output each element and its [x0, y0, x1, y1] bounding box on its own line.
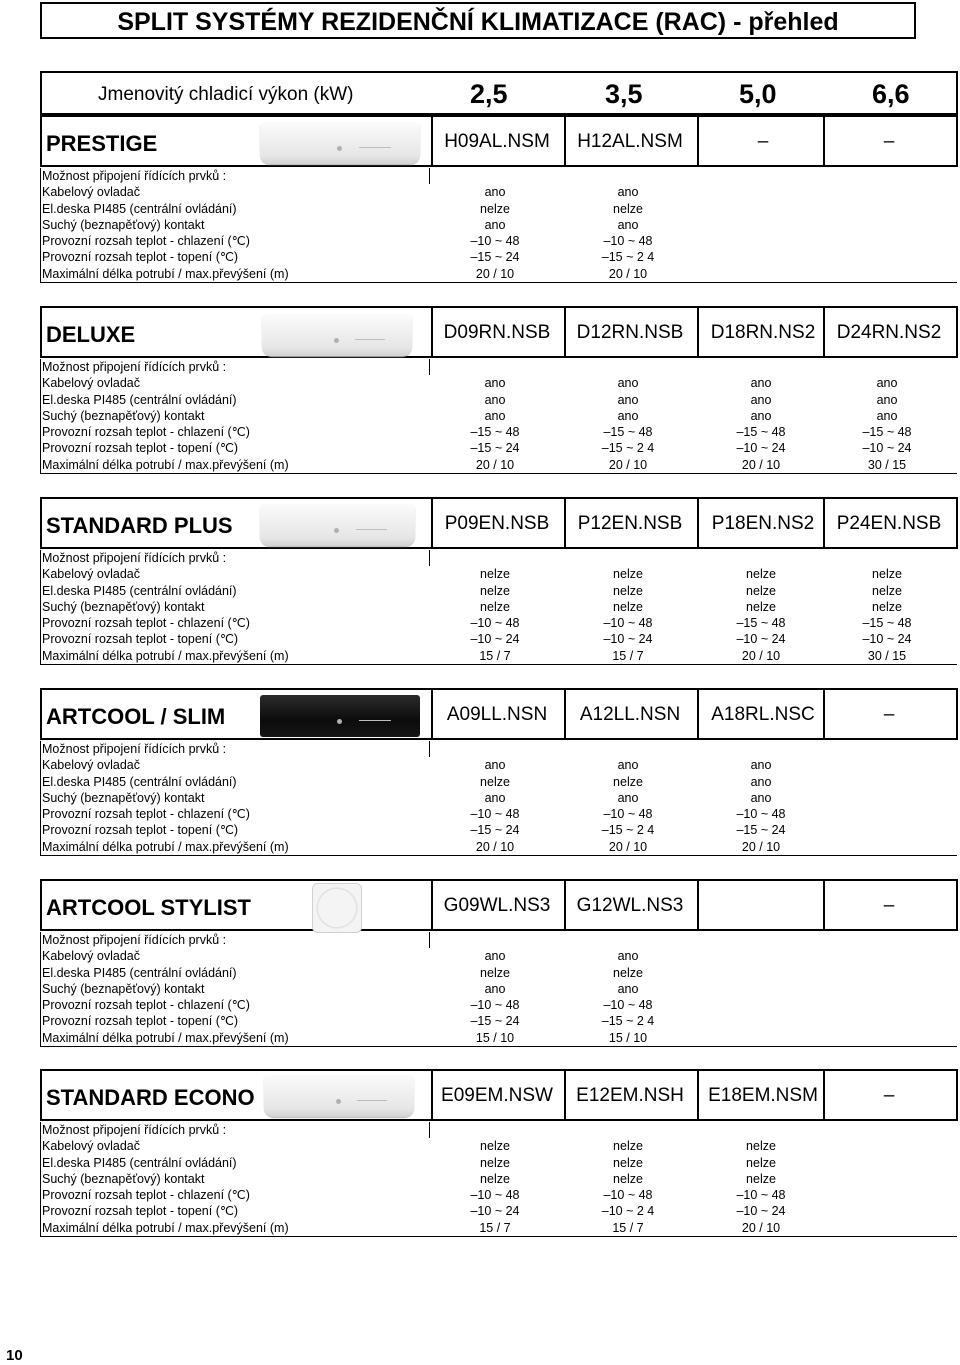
section-header: [40, 115, 958, 167]
table-cell: –15 ~ 24: [470, 441, 520, 456]
row-label: El.deska PI485 (centrální ovládání): [42, 392, 237, 407]
table-row: [40, 997, 957, 1013]
table-cell: nelze: [613, 1155, 643, 1170]
model-code: H12AL.NSM: [577, 131, 683, 152]
table-cell: 20 / 10: [608, 266, 648, 281]
table-cell: ano: [617, 185, 639, 200]
table-cell: ano: [876, 392, 898, 407]
table-cell: ano: [617, 949, 639, 964]
row-label: El.deska PI485 (centrální ovládání): [42, 965, 237, 980]
model-code: G09WL.NS3: [443, 895, 551, 916]
row-label: Kabelový ovladač: [42, 567, 140, 582]
table-cell: nelze: [480, 1155, 510, 1170]
table-row: [40, 457, 957, 473]
table-cell: –10 ~ 48: [603, 1188, 653, 1203]
table-cell: ano: [484, 185, 506, 200]
table-cell: –10 ~ 24: [736, 632, 786, 647]
table-cell: 20 / 10: [741, 839, 781, 854]
model-code: D09RN.NSB: [443, 322, 551, 343]
table-cell: nelze: [746, 599, 776, 614]
table-row: [40, 1171, 957, 1187]
table-cell: ano: [484, 408, 506, 423]
table-cell: ano: [617, 981, 639, 996]
table-cell: 20 / 10: [741, 648, 781, 663]
row-label: Maximální délka potrubí / max.převýšení (m): [42, 1220, 289, 1235]
indoor-unit-image: [312, 883, 362, 933]
table-cell: –10 ~ 48: [470, 998, 520, 1013]
table-cell: ano: [484, 217, 506, 232]
section-header: [40, 306, 958, 358]
capacity-value-4: 6,6: [872, 79, 910, 109]
table-cell: ano: [750, 392, 772, 407]
table-cell: 15 / 7: [612, 648, 644, 663]
model-code: A09LL.NSN: [446, 704, 548, 725]
indoor-unit-image: [262, 314, 412, 356]
table-row: [40, 932, 957, 948]
row-label: Maximální délka potrubí / max.převýšení (m): [42, 1030, 289, 1045]
row-label: Možnost připojení řídících prvků :: [42, 1123, 227, 1137]
table-row: [40, 1030, 957, 1046]
model-code: P18EN.NS2: [711, 513, 815, 534]
table-row: [40, 359, 957, 375]
table-cell: –10 ~ 48: [470, 234, 520, 249]
table-cell: 15 / 7: [479, 1220, 511, 1235]
spec-rows: [40, 550, 957, 665]
table-cell: 20 / 10: [741, 457, 781, 472]
table-cell: 30 / 15: [867, 648, 907, 663]
table-cell: 15 / 10: [475, 1030, 515, 1045]
row-label: Provozní rozsah teplot - topení (℃): [42, 250, 239, 265]
table-cell: nelze: [746, 1171, 776, 1186]
model-code: D12RN.NSB: [576, 322, 684, 343]
row-label: Možnost připojení řídících prvků :: [42, 551, 227, 565]
table-cell: –15 ~ 2 4: [601, 441, 655, 456]
model-code: –: [883, 704, 895, 725]
table-cell: 15 / 7: [612, 1220, 644, 1235]
spec-rows: [40, 168, 957, 283]
table-cell: nelze: [613, 567, 643, 582]
table-cell: ano: [484, 949, 506, 964]
table-row: [40, 392, 957, 408]
table-cell: nelze: [746, 1155, 776, 1170]
table-row: [40, 741, 957, 757]
row-label: El.deska PI485 (centrální ovládání): [42, 583, 237, 598]
table-row: [40, 375, 957, 391]
model-code: E12EM.NSH: [576, 1085, 684, 1106]
table-cell: nelze: [613, 583, 643, 598]
table-cell: nelze: [480, 599, 510, 614]
table-cell: –15 ~ 48: [862, 616, 912, 631]
table-row: [40, 615, 957, 631]
indoor-unit-image: [260, 122, 420, 164]
model-code: P09EN.NSB: [444, 513, 550, 534]
table-row: [40, 1187, 957, 1203]
row-label: Maximální délka potrubí / max.převýšení (m): [42, 648, 289, 663]
table-row: [40, 550, 957, 566]
spec-rows: [40, 1122, 957, 1237]
table-row: [40, 217, 957, 233]
row-label: Suchý (beznapěťový) kontakt: [42, 790, 205, 805]
row-label: Suchý (beznapěťový) kontakt: [42, 599, 205, 614]
table-cell: –10 ~ 24: [736, 1204, 786, 1219]
table-cell: nelze: [872, 567, 902, 582]
table-cell: –10 ~ 24: [736, 441, 786, 456]
section-name: PRESTIGE: [46, 131, 158, 156]
table-cell: –10 ~ 48: [603, 807, 653, 822]
capacity-value-2: 3,5: [605, 79, 643, 109]
table-cell: ano: [876, 376, 898, 391]
row-label: Provozní rozsah teplot - chlazení (℃): [42, 425, 250, 440]
table-cell: –15 ~ 2 4: [601, 250, 655, 265]
section-header: [40, 1069, 958, 1121]
model-code: E18EM.NSM: [708, 1085, 818, 1106]
table-cell: –10 ~ 48: [736, 1188, 786, 1203]
table-cell: nelze: [746, 583, 776, 598]
table-row: [40, 631, 957, 647]
row-label: Provozní rozsah teplot - topení (℃): [42, 632, 239, 647]
model-code: E09EM.NSW: [441, 1085, 553, 1106]
table-cell: –15 ~ 48: [470, 425, 520, 440]
table-cell: –15 ~ 48: [862, 425, 912, 440]
table-cell: ano: [484, 790, 506, 805]
table-cell: nelze: [613, 965, 643, 980]
table-cell: –15 ~ 48: [736, 425, 786, 440]
table-cell: ano: [617, 392, 639, 407]
model-code: –: [883, 895, 895, 916]
table-cell: nelze: [480, 567, 510, 582]
table-row: [40, 790, 957, 806]
table-cell: –10 ~ 48: [470, 807, 520, 822]
table-cell: 15 / 10: [608, 1030, 648, 1045]
table-row: [40, 981, 957, 997]
table-cell: nelze: [613, 599, 643, 614]
section-name: STANDARD ECONO: [46, 1085, 255, 1110]
table-cell: –10 ~ 24: [470, 632, 520, 647]
table-row: [40, 1122, 957, 1138]
table-row: [40, 806, 957, 822]
row-label: Kabelový ovladač: [42, 185, 140, 200]
row-label: Provozní rozsah teplot - chlazení (℃): [42, 1188, 250, 1203]
table-row: [40, 424, 957, 440]
table-cell: –15 ~ 48: [736, 616, 786, 631]
capacity-header: [40, 71, 958, 115]
table-cell: 20 / 10: [741, 1220, 781, 1235]
spec-rows: [40, 932, 957, 1047]
section-name: STANDARD PLUS: [46, 513, 233, 538]
table-cell: –10 ~ 48: [603, 616, 653, 631]
table-row: [40, 1138, 957, 1154]
row-label: Provozní rozsah teplot - chlazení (℃): [42, 616, 250, 631]
table-row: [40, 249, 957, 265]
table-row: [40, 948, 957, 964]
table-cell: nelze: [480, 583, 510, 598]
table-row: [40, 1203, 957, 1219]
table-cell: nelze: [613, 774, 643, 789]
row-label: El.deska PI485 (centrální ovládání): [42, 774, 237, 789]
table-cell: nelze: [746, 1139, 776, 1154]
table-cell: nelze: [613, 1139, 643, 1154]
table-row: [40, 648, 957, 664]
row-label: Suchý (beznapěťový) kontakt: [42, 217, 205, 232]
table-row: [40, 1155, 957, 1171]
table-cell: –10 ~ 2 4: [601, 1204, 655, 1219]
row-label: Provozní rozsah teplot - topení (℃): [42, 441, 239, 456]
table-row: [40, 201, 957, 217]
table-cell: nelze: [613, 201, 643, 216]
table-cell: –15 ~ 24: [470, 250, 520, 265]
table-cell: ano: [750, 790, 772, 805]
table-row: [40, 583, 957, 599]
row-label: Kabelový ovladač: [42, 1139, 140, 1154]
table-row: [40, 266, 957, 282]
table-cell: nelze: [746, 567, 776, 582]
section-header: [40, 688, 958, 740]
table-row: [40, 774, 957, 790]
table-row: [40, 839, 957, 855]
table-row: [40, 168, 957, 184]
table-cell: –15 ~ 24: [470, 1014, 520, 1029]
table-cell: ano: [484, 392, 506, 407]
table-row: [40, 757, 957, 773]
row-label: El.deska PI485 (centrální ovládání): [42, 1155, 237, 1170]
table-row: [40, 965, 957, 981]
row-label: Možnost připojení řídících prvků :: [42, 742, 227, 756]
model-code: G12WL.NS3: [576, 895, 684, 916]
table-row: [40, 408, 957, 424]
table-cell: nelze: [480, 201, 510, 216]
table-cell: –15 ~ 2 4: [601, 1014, 655, 1029]
table-cell: –15 ~ 2 4: [601, 823, 655, 838]
title-box: [40, 2, 916, 39]
indoor-unit-image: [264, 1075, 414, 1117]
table-cell: ano: [750, 408, 772, 423]
table-cell: 20 / 10: [475, 839, 515, 854]
row-label: Provozní rozsah teplot - topení (℃): [42, 823, 239, 838]
table-cell: ano: [617, 376, 639, 391]
model-code: P12EN.NSB: [577, 513, 683, 534]
table-row: [40, 440, 957, 456]
spec-rows: [40, 741, 957, 856]
table-cell: –10 ~ 24: [862, 632, 912, 647]
table-cell: nelze: [480, 1139, 510, 1154]
row-label: Provozní rozsah teplot - topení (℃): [42, 1204, 239, 1219]
table-cell: 20 / 10: [475, 457, 515, 472]
table-cell: –10 ~ 24: [470, 1204, 520, 1219]
row-label: Možnost připojení řídících prvků :: [42, 169, 227, 183]
row-label: Provozní rozsah teplot - chlazení (℃): [42, 807, 250, 822]
section-header: [40, 879, 958, 931]
table-cell: –10 ~ 48: [470, 616, 520, 631]
section-name: ARTCOOL / SLIM: [46, 704, 226, 729]
model-code: D18RN.NS2: [710, 322, 816, 343]
table-cell: –10 ~ 24: [603, 632, 653, 647]
model-code: A12LL.NSN: [579, 704, 681, 725]
table-cell: ano: [617, 758, 639, 773]
section-name: ARTCOOL STYLIST: [46, 895, 251, 920]
model-code: –: [757, 131, 769, 152]
table-cell: ano: [750, 376, 772, 391]
table-row: [40, 599, 957, 615]
spec-rows: [40, 359, 957, 474]
table-cell: ano: [484, 758, 506, 773]
model-code: –: [883, 1085, 895, 1106]
table-cell: 20 / 10: [475, 266, 515, 281]
row-label: Maximální délka potrubí / max.převýšení (m): [42, 457, 289, 472]
table-cell: –10 ~ 48: [603, 234, 653, 249]
capacity-label: Jmenovitý chladicí výkon (kW): [98, 84, 354, 105]
capacity-value-3: 5,0: [739, 79, 777, 109]
table-cell: –10 ~ 48: [736, 807, 786, 822]
table-cell: –15 ~ 24: [470, 823, 520, 838]
table-row: [40, 566, 957, 582]
table-cell: ano: [876, 408, 898, 423]
table-cell: ano: [750, 774, 772, 789]
table-cell: –10 ~ 24: [862, 441, 912, 456]
row-label: Maximální délka potrubí / max.převýšení (m): [42, 839, 289, 854]
table-cell: –15 ~ 48: [603, 425, 653, 440]
table-cell: –10 ~ 48: [603, 998, 653, 1013]
table-cell: nelze: [480, 965, 510, 980]
table-cell: 20 / 10: [608, 839, 648, 854]
capacity-value-1: 2,5: [470, 79, 508, 109]
model-code: –: [883, 131, 895, 152]
row-label: El.deska PI485 (centrální ovládání): [42, 201, 237, 216]
table-row: [40, 1013, 957, 1029]
indoor-unit-image: [260, 695, 420, 737]
row-label: Kabelový ovladač: [42, 949, 140, 964]
row-label: Suchý (beznapěťový) kontakt: [42, 981, 205, 996]
table-cell: ano: [484, 981, 506, 996]
table-row: [40, 1220, 957, 1236]
indoor-unit-image: [260, 504, 415, 546]
table-cell: –15 ~ 24: [736, 823, 786, 838]
page-number: 10: [6, 1347, 23, 1364]
table-cell: 30 / 15: [867, 457, 907, 472]
table-cell: nelze: [613, 1171, 643, 1186]
model-code: P24EN.NSB: [836, 513, 942, 534]
section-name: DELUXE: [46, 322, 136, 347]
table-cell: ano: [484, 376, 506, 391]
table-cell: ano: [617, 217, 639, 232]
row-label: Možnost připojení řídících prvků :: [42, 933, 227, 947]
table-row: [40, 184, 957, 200]
model-code: D24RN.NS2: [836, 322, 942, 343]
row-label: Provozní rozsah teplot - topení (℃): [42, 1014, 239, 1029]
row-label: Provozní rozsah teplot - chlazení (℃): [42, 234, 250, 249]
row-label: Kabelový ovladač: [42, 758, 140, 773]
table-cell: nelze: [480, 774, 510, 789]
model-code: H09AL.NSM: [444, 131, 550, 152]
table-row: [40, 233, 957, 249]
row-label: Suchý (beznapěťový) kontakt: [42, 408, 205, 423]
section-header: [40, 497, 958, 549]
table-cell: ano: [617, 408, 639, 423]
table-cell: nelze: [872, 583, 902, 598]
table-cell: 20 / 10: [608, 457, 648, 472]
row-label: Provozní rozsah teplot - chlazení (℃): [42, 998, 250, 1013]
table-cell: ano: [750, 758, 772, 773]
table-row: [40, 822, 957, 838]
row-label: Kabelový ovladač: [42, 376, 140, 391]
table-cell: nelze: [480, 1171, 510, 1186]
row-label: Suchý (beznapěťový) kontakt: [42, 1171, 205, 1186]
header-divider: [697, 881, 699, 929]
row-label: Možnost připojení řídících prvků :: [42, 360, 227, 374]
model-code: A18RL.NSC: [711, 704, 815, 725]
table-cell: nelze: [872, 599, 902, 614]
row-label: Maximální délka potrubí / max.převýšení (m): [42, 266, 289, 281]
table-cell: ano: [617, 790, 639, 805]
table-cell: –10 ~ 48: [470, 1188, 520, 1203]
page-title: SPLIT SYSTÉMY REZIDENČNÍ KLIMATIZACE (RAC) - přehled: [117, 8, 839, 36]
table-cell: 15 / 7: [479, 648, 511, 663]
